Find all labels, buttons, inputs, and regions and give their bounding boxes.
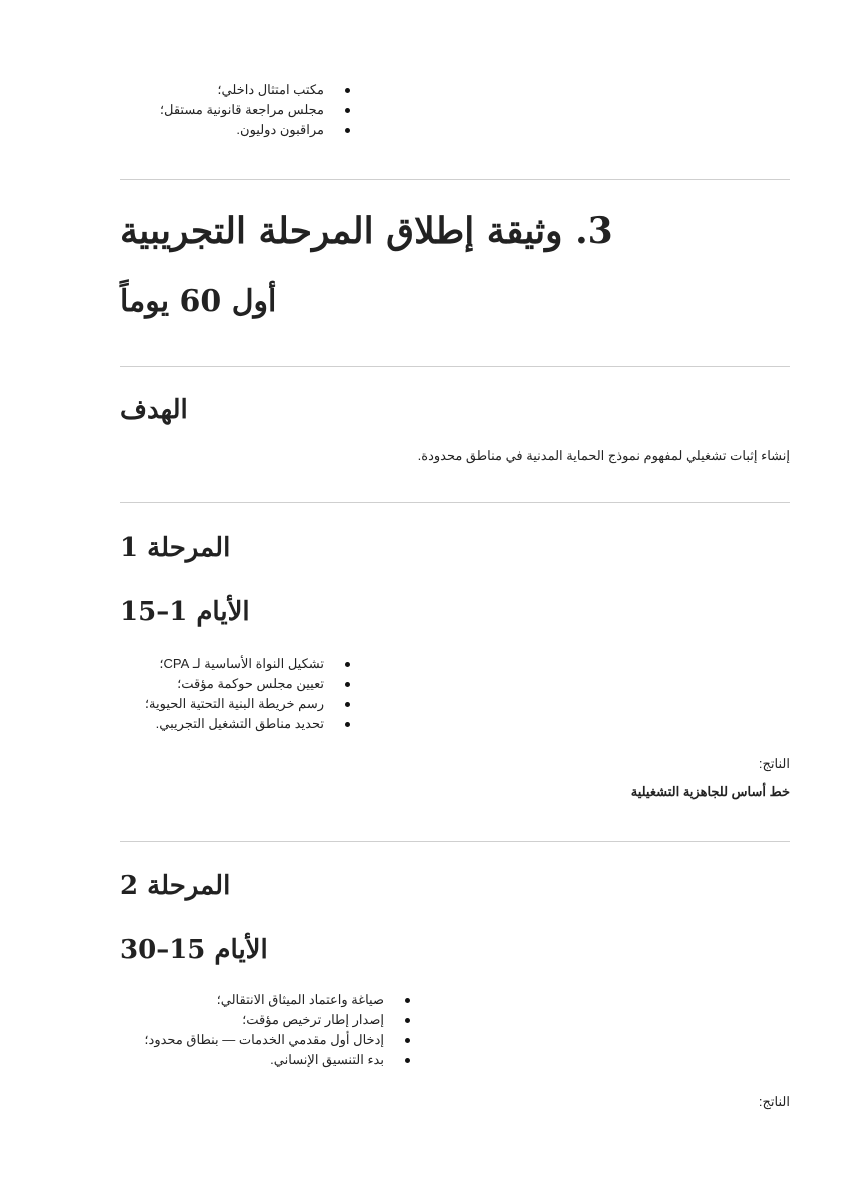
phase1-list-wrap [120,654,790,734]
phase1-list-container [120,654,360,734]
phase2-list-container [120,990,420,1070]
phase2-result-label: الناتج: [758,1094,790,1109]
list-item: مجلس مراجعة قانونية مستقل؛ [120,100,324,120]
intro-bullet-list [120,80,360,140]
intro-list-container [120,80,360,140]
section-title: 3. وثيقة إطلاق المرحلة التجريبية [120,210,613,252]
phase2-days: الأيام 15–30 [120,935,268,965]
divider [120,502,790,503]
list-item: إصدار إطار ترخيص مؤقت؛ [120,1010,384,1030]
section-subtitle: أول 60 يوماً [120,284,277,319]
phase2-heading: المرحلة 2 [120,871,231,901]
divider [120,366,790,367]
goal-text: إنشاء إثبات تشغيلي لمفهوم نموذج الحماية المدنية في مناطق محدودة. [417,448,790,463]
phase1-bullet-list [120,654,360,734]
goal-heading: الهدف [120,395,188,425]
list-item: إدخال أول مقدمي الخدمات — بنطاق محدود؛ [120,1030,384,1050]
intro-list-wrap [120,80,790,140]
phase1-result-value: خط أساس للجاهزية التشغيلية [630,784,790,799]
list-item: مكتب امتثال داخلي؛ [120,80,324,100]
list-item: تشكيل النواة الأساسية لـ CPA؛ [120,654,324,674]
phase1-heading: المرحلة 1 [120,533,231,563]
divider [120,841,790,842]
phase1-result-label: الناتج: [758,756,790,771]
list-item: رسم خريطة البنية التحتية الحيوية؛ [120,694,324,714]
phase2-list-wrap [120,990,790,1070]
phase2-bullet-list [120,990,420,1070]
phase1-days: الأيام 1–15 [120,597,250,627]
divider [120,179,790,180]
list-item: بدء التنسيق الإنساني. [120,1050,384,1070]
list-item: مراقبون دوليون. [120,120,324,140]
list-item: تحديد مناطق التشغيل التجريبي. [120,714,324,734]
list-item: صياغة واعتماد الميثاق الانتقالي؛ [120,990,384,1010]
list-item: تعيين مجلس حوكمة مؤقت؛ [120,674,324,694]
